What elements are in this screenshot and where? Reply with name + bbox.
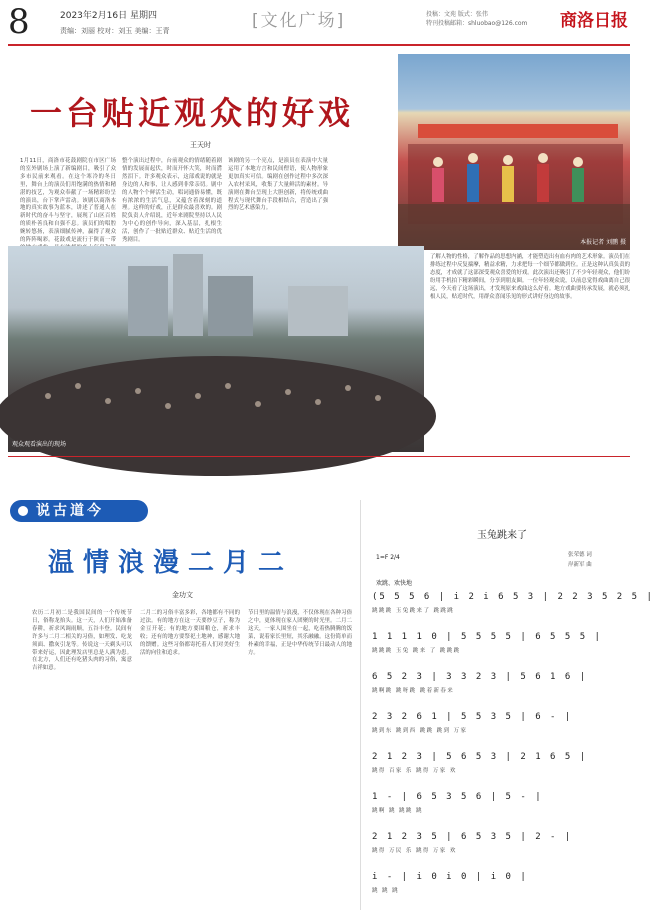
photo-caption: 本报记者 刘鹏 摄	[580, 239, 626, 246]
top-story-column-3: 该剧的另一个亮点，是演员在表演中大量运用了本地方言和民间俚语，使人物形象更加真实可信。编剧在创作过程中多次深入农村采风，收集了大量鲜活的素材。导演则在舞台呈现上大胆创新，将传统戏曲程式与现代舞台手段相结合，营造出了强烈的艺术感染力。	[228, 158, 328, 212]
music-score	[372, 506, 654, 908]
contact-line: 特刊投稿邮箱：shluobao@126.com	[426, 20, 528, 27]
score-line: (5 5 5 6 | i 2 i 6 5 3 | 2 2 3 5 2 5 |	[372, 592, 654, 602]
opera-stage-photo	[398, 54, 630, 250]
editor-credits: 责编：刘丽 校对：刘玉 美编：王青	[60, 27, 170, 35]
composer-credit: 岸新军 曲	[568, 562, 592, 568]
column-article-title: 温情浪漫二月二	[48, 548, 294, 578]
top-story-column-4: 了解人物的性格，了解作品的思想内涵，才能塑造出有血有肉的艺术形象。演员们在排练过程中反复揣摩，精益求精，力求把每一个细节都做到位。正是这种认真负责的态度，才成就了这部深受观众喜爱的好戏。此次演出还吸引了不少年轻观众，他们纷纷用手机拍下精彩瞬间，分享到朋友圈。一位年轻观众说，以前总觉得戏曲离自己很远，今天看了这场演出，才发现原来戏曲这么好看。地方戏曲要传承发展，就必须扎根人民，贴近时代，用群众喜闻乐见的形式讲好身边的故事。	[430, 254, 630, 300]
column-text-1: 农历二月初二是我国民间的一个传统节日，俗称龙抬头。这一天，人们开始准备春耕，祈求风调雨顺，五谷丰登。民间有许多与二月二相关的习俗，如理发、吃龙须面、撒灰引龙等。传说这一天剃头可以带来好运，因此理发店里总是人满为患。在北方，人们还有吃猪头肉的习俗，寓意吉祥如意。	[32, 610, 132, 672]
issue-date: 2023年2月16日 星期四	[60, 11, 157, 21]
score-line: 6 5 2 3 | 3 3 2 3 | 5 6 1 6 |	[372, 672, 588, 682]
photo-caption: 观众观看演出的现场	[12, 441, 67, 448]
column-brand-label: 说古道今	[36, 503, 104, 519]
header-rule	[8, 44, 630, 46]
lyric-line: 跳 跳 跳	[372, 888, 399, 894]
top-story-column-1: 1月11日，商洛市花鼓剧院在市区广场的室外剧场上演了新编剧目，吸引了众多市民前来观看。在这个寒冷的冬日里，舞台上的演员们用饱满的热情和精湛的技艺，为观众奉献了一场精彩纷呈的演出，台下掌声雷动。该剧以商洛本地的真实故事为蓝本，讲述了普通人在新时代的奋斗与坚守，展现了山区百姓的质朴善良和自强不息。演员们的唱腔婉转悠扬，表演细腻传神，赢得了观众的阵阵喝彩。花鼓戏是流行于陕南一带	[20, 158, 116, 244]
page-number: 8	[8, 2, 30, 42]
top-story-author: 王天时	[190, 141, 211, 149]
lyric-line: 跳得 百家 乐 跳得 万家 欢	[372, 768, 457, 774]
newspaper-logo: 商洛日报	[560, 11, 628, 31]
score-line: 1 - | 6 5 3 5 6 | 5 - |	[372, 792, 543, 802]
lyric-line: 跳啊跳 跳呀跳 跳着新春来	[372, 688, 455, 694]
contact-line: 投稿：文苑 版式：张伟	[426, 11, 488, 18]
score-line: 2 1 2 3 | 5 6 5 3 | 2 1 6 5 |	[372, 752, 588, 762]
badge-dot-icon	[18, 506, 28, 516]
top-story-column-2: 整个演出过程中，台前观众的情绪随着剧情的发展而起伏，时而开怀大笑，时而潸然泪下。许多观众表示，这部戏说的就是身边的人和事，让人感到非常亲切。剧中的人物个个鲜活生动，唱词通俗易懂，既有浓浓的生活气息，又蕴含着深刻的道理。这样的好戏，正是群众最喜欢的。剧院负责人介绍说，近年来剧院坚持以人民为中心的创作导向，深入基层，扎根生活，创作了一批贴近群众、贴近生活的优秀剧目。	[122, 158, 222, 244]
lyric-line: 跳得 万民 乐 跳得 万家 欢	[372, 848, 457, 854]
column-text-2: 二月二的习俗丰富多彩，各地都有不同的过法。有的地方在这一天要炒豆子，称为金豆开花；有的地方要围粮仓，祈求丰收；还有的地方要祭祀土地神，感谢大地的馈赠。这些习俗都寄托着人们对美好生活的向往和追求。	[140, 610, 240, 656]
page-header	[0, 0, 638, 50]
section-title: [文化广场]	[252, 11, 346, 31]
column-separator	[360, 500, 361, 910]
song-title: 玉兔跳来了	[477, 530, 527, 541]
lyricist-credit: 张荣德 词	[568, 552, 592, 558]
score-line: i - | i 0 i 0 | i 0 |	[372, 872, 528, 882]
opera-stage-illustration	[398, 54, 630, 250]
contact-info	[426, 10, 527, 28]
tempo-marking: 欢跳、欢快地	[376, 580, 413, 587]
crowd-photo	[8, 246, 424, 452]
lyric-line: 跳跳跳 玉兔跳来了 跳跳跳	[372, 608, 455, 614]
column-text-3: 节日里的温情与浪漫，不仅体现在各种习俗之中，更体现在家人团聚的时光里。二月二这天，一家人围坐在一起，吃着热腾腾的饭菜，说着家长里短，其乐融融。这份简单而朴素的幸福，正是中华传统节日最动人的地方。	[248, 610, 352, 656]
score-line: 2 1 2 3 5 | 6 5 3 5 | 2 - |	[372, 832, 573, 842]
column-brand-badge	[10, 500, 148, 522]
key-signature: 1=F 2/4	[376, 554, 400, 561]
column-article-author: 金功文	[172, 591, 193, 599]
top-story-title: 一台贴近观众的好戏	[30, 94, 355, 132]
crowd-illustration	[8, 246, 424, 452]
lyric-line: 跳到东 跳到西 跳跳 跳到 万家	[372, 728, 468, 734]
section-divider	[8, 456, 630, 457]
lyric-line: 跳跳跳 玉兔 跳来 了 跳跳跳	[372, 648, 461, 654]
lyric-line: 跳啊 跳 跳跳 跳	[372, 808, 423, 814]
score-line: 1 1 1 1 0 | 5 5 5 5 | 6 5 5 5 |	[372, 632, 602, 642]
score-line: 2 3 2 6 1 | 5 5 3 5 | 6 - |	[372, 712, 573, 722]
